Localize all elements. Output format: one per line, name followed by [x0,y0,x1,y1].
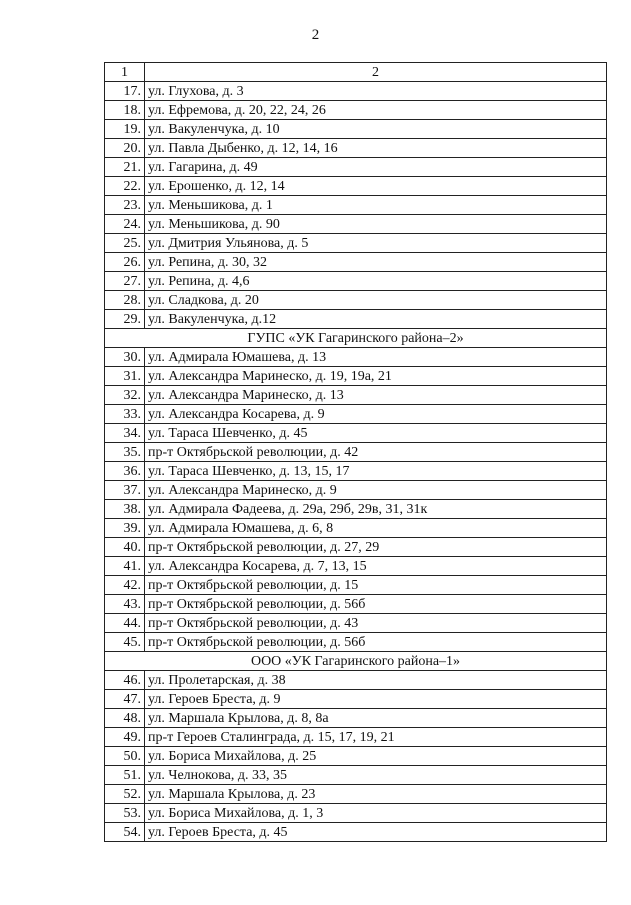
table-row [105,310,607,329]
row-number: 17. [105,82,145,101]
table-row [105,671,607,690]
table-row [105,272,607,291]
row-number: 46. [105,671,145,690]
table-row [105,633,607,652]
table-row [105,177,607,196]
table-row [105,139,607,158]
row-address: пр-т Октябрьской революции, д. 56б [145,595,607,614]
row-number: 29. [105,310,145,329]
table-row [105,804,607,823]
row-number: 52. [105,785,145,804]
row-number: 53. [105,804,145,823]
row-number: 24. [105,215,145,234]
row-address: ул. Бориса Михайлова, д. 25 [145,747,607,766]
table-row [105,234,607,253]
table-row [105,481,607,500]
row-number: 31. [105,367,145,386]
row-number: 33. [105,405,145,424]
row-number: 47. [105,690,145,709]
row-address: ул. Александра Маринеско, д. 9 [145,481,607,500]
table-row [105,158,607,177]
row-address: ул. Адмирала Фадеева, д. 29а, 29б, 29в, 31, 31к [145,500,607,519]
table-row [105,557,607,576]
table-row [105,462,607,481]
table-row [105,291,607,310]
row-address: ул. Александра Маринеско, д. 19, 19а, 21 [145,367,607,386]
row-address: ул. Александра Косарева, д. 7, 13, 15 [145,557,607,576]
section-header-row [105,652,607,671]
table-row [105,348,607,367]
page-number: 2 [311,27,320,43]
row-address: ул. Адмирала Юмашева, д. 6, 8 [145,519,607,538]
table-row [105,386,607,405]
row-number: 42. [105,576,145,595]
table-row [105,576,607,595]
row-address: ул. Адмирала Юмашева, д. 13 [145,348,607,367]
row-number: 44. [105,614,145,633]
row-address: ул. Ерошенко, д. 12, 14 [145,177,607,196]
table-row [105,405,607,424]
row-address: ул. Маршала Крылова, д. 23 [145,785,607,804]
table-row [105,443,607,462]
row-address: пр-т Октябрьской революции, д. 42 [145,443,607,462]
table-row [105,823,607,842]
row-number: 21. [105,158,145,177]
table-row [105,519,607,538]
table-row [105,215,607,234]
row-address: ул. Пролетарская, д. 38 [145,671,607,690]
row-number: 20. [105,139,145,158]
table-row [105,538,607,557]
row-number: 40. [105,538,145,557]
table-row [105,747,607,766]
row-number: 43. [105,595,145,614]
table-row [105,424,607,443]
row-number: 37. [105,481,145,500]
table-row [105,709,607,728]
row-number: 34. [105,424,145,443]
row-number: 19. [105,120,145,139]
row-number: 27. [105,272,145,291]
table-body [105,82,607,842]
row-number: 18. [105,101,145,120]
row-address: ул. Гагарина, д. 49 [145,158,607,177]
header-col-number: 1 [105,63,145,82]
row-number: 45. [105,633,145,652]
row-address: ул. Репина, д. 4,6 [145,272,607,291]
row-address: пр-т Октябрьской революции, д. 43 [145,614,607,633]
table-row [105,367,607,386]
table-row [105,196,607,215]
row-address: ул. Павла Дыбенко, д. 12, 14, 16 [145,139,607,158]
table-row [105,728,607,747]
row-address: ул. Тараса Шевченко, д. 45 [145,424,607,443]
row-number: 50. [105,747,145,766]
table-row [105,614,607,633]
table-row [105,82,607,101]
row-address: ул. Сладкова, д. 20 [145,291,607,310]
row-address: ул. Глухова, д. 3 [145,82,607,101]
address-table [104,62,607,842]
section-header-row [105,329,607,348]
row-number: 32. [105,386,145,405]
row-number: 36. [105,462,145,481]
row-number: 25. [105,234,145,253]
row-address: ул. Героев Бреста, д. 9 [145,690,607,709]
row-number: 26. [105,253,145,272]
table-header-row [105,63,607,82]
row-address: ул. Меньшикова, д. 90 [145,215,607,234]
row-number: 51. [105,766,145,785]
row-address: ул. Тараса Шевченко, д. 13, 15, 17 [145,462,607,481]
row-number: 28. [105,291,145,310]
table-row [105,690,607,709]
table-row [105,120,607,139]
row-number: 35. [105,443,145,462]
row-address: пр-т Героев Сталинграда, д. 15, 17, 19, 21 [145,728,607,747]
row-number: 54. [105,823,145,842]
row-address: ул. Ефремова, д. 20, 22, 24, 26 [145,101,607,120]
row-address: ул. Александра Косарева, д. 9 [145,405,607,424]
row-address: пр-т Октябрьской революции, д. 56б [145,633,607,652]
row-number: 41. [105,557,145,576]
table-row [105,101,607,120]
row-number: 23. [105,196,145,215]
row-address: ул. Меньшикова, д. 1 [145,196,607,215]
table-row [105,500,607,519]
row-address: ул. Героев Бреста, д. 45 [145,823,607,842]
row-address: ул. Вакуленчука, д.12 [145,310,607,329]
row-number: 38. [105,500,145,519]
table-row [105,595,607,614]
row-number: 39. [105,519,145,538]
row-number: 49. [105,728,145,747]
row-address: пр-т Октябрьской революции, д. 15 [145,576,607,595]
row-address: ул. Маршала Крылова, д. 8, 8а [145,709,607,728]
row-number: 30. [105,348,145,367]
row-address: ул. Челнокова, д. 33, 35 [145,766,607,785]
row-address: ул. Бориса Михайлова, д. 1, 3 [145,804,607,823]
table-row [105,253,607,272]
row-address: пр-т Октябрьской революции, д. 27, 29 [145,538,607,557]
row-address: ул. Дмитрия Ульянова, д. 5 [145,234,607,253]
table-row [105,766,607,785]
row-address: ул. Репина, д. 30, 32 [145,253,607,272]
row-address: ул. Александра Маринеско, д. 13 [145,386,607,405]
table-row [105,785,607,804]
row-number: 22. [105,177,145,196]
row-number: 48. [105,709,145,728]
row-address: ул. Вакуленчука, д. 10 [145,120,607,139]
section-title: ООО «УК Гагаринского района–1» [105,652,607,671]
header-col-address: 2 [145,63,607,82]
section-title: ГУПС «УК Гагаринского района–2» [105,329,607,348]
